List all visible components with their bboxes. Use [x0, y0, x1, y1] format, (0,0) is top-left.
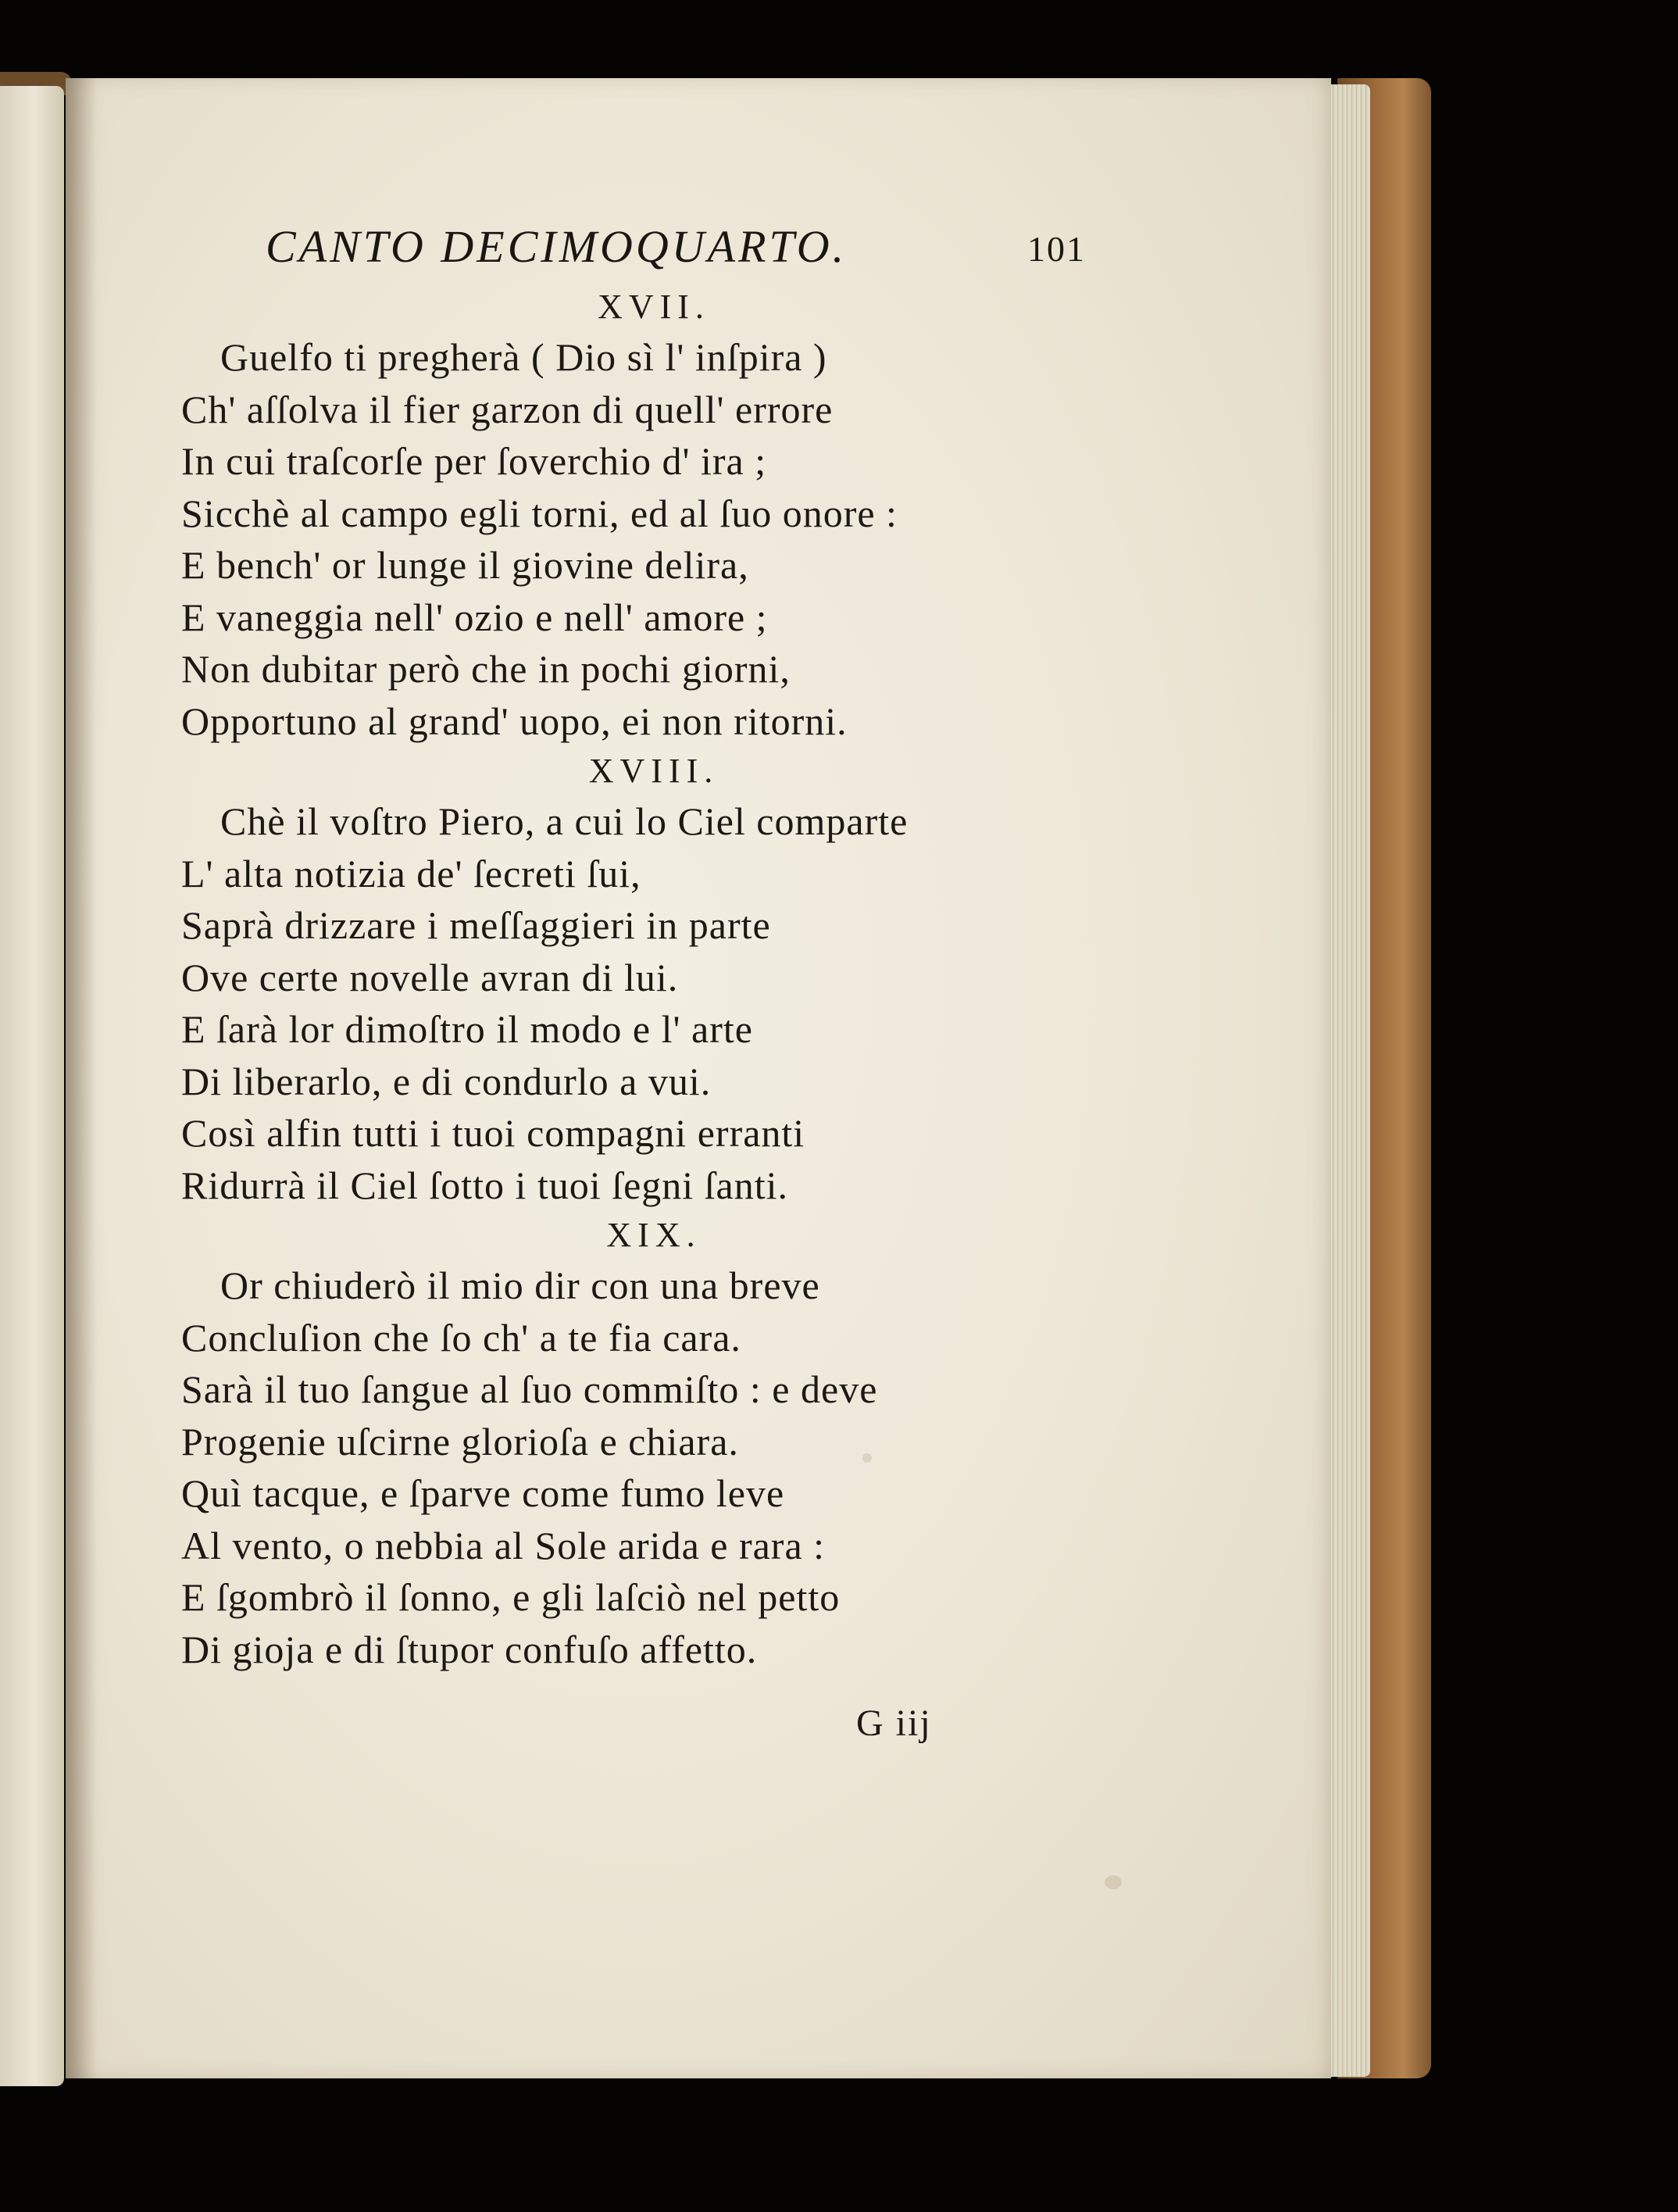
verse-line: Così alfin tutti i tuoi compagni erranti — [181, 1111, 805, 1155]
stanza — [181, 1211, 1056, 1675]
verse-line: Sicchè al campo egli torni, ed al ſuo onore : — [181, 491, 898, 535]
poem-text — [181, 283, 1056, 1675]
verse-line: Ove certe novelle avran di lui. — [181, 955, 679, 999]
facing-page-edge — [0, 86, 64, 2086]
verse-line: E ſgombrò il ſonno, e gli laſciò nel petto — [181, 1575, 841, 1619]
verse-line: L' alta notizia de' ſecreti ſui, — [181, 851, 641, 895]
stanza — [181, 747, 1056, 1211]
stanza-numeral: XIX. — [606, 1216, 702, 1254]
verse-line: Progenie uſcirne glorioſa e chiara. — [181, 1419, 739, 1463]
verse-line: Guelfo ti pregherà ( Dio sì l' inſpira ) — [220, 335, 827, 379]
verse-line: Concluſion che ſo ch' a te fia cara. — [181, 1315, 741, 1360]
verse-line: Or chiuderò il mio dir con una breve — [220, 1263, 820, 1307]
stanza — [181, 283, 1056, 747]
signature-mark: G iij — [856, 1703, 932, 1744]
verse-line: Sarà il tuo ſangue al ſuo commiſto : e deve — [181, 1367, 878, 1411]
running-title: CANTO DECIMOQUARTO. — [266, 221, 848, 272]
verse-line: E ſarà lor dimoſtro il modo e l' arte — [181, 1007, 753, 1051]
verse-line: Ridurrà il Ciel ſotto i tuoi ſegni ſanti. — [181, 1163, 789, 1207]
gutter-shadow — [66, 78, 97, 2078]
verse-line: E vaneggia nell' ozio e nell' amore ; — [181, 595, 768, 639]
stanza-numeral: XVII. — [598, 288, 710, 326]
stanza-numeral: XVIII. — [588, 752, 719, 790]
paper-spot — [1105, 1875, 1122, 1889]
verse-line: E bench' or lunge il giovine delira, — [181, 543, 749, 587]
verse-line: Di gioja e di ſtupor confuſo affetto. — [181, 1627, 758, 1671]
verse-line: Saprà drizzare i meſſaggieri in parte — [181, 903, 771, 947]
verse-line: Al vento, o nebbia al Sole arida e rara : — [181, 1523, 826, 1567]
verse-line: Di liberarlo, e di condurlo a vui. — [181, 1059, 712, 1103]
verse-line: Opportuno al grand' uopo, ei non ritorni. — [181, 699, 848, 743]
verse-line: Non dubitar però che in pochi giorni, — [181, 647, 791, 691]
verse-line: In cui traſcorſe per ſoverchio d' ira ; — [181, 439, 767, 483]
verse-line: Ch' aſſolva il fier garzon di quell' errore — [181, 387, 834, 431]
verse-line: Chè il voſtro Piero, a cui lo Ciel comparte — [220, 799, 909, 843]
page-number: 101 — [1027, 229, 1086, 269]
running-head — [266, 220, 1086, 275]
verse-line: Quì tacque, e ſparve come fumo leve — [181, 1471, 785, 1515]
